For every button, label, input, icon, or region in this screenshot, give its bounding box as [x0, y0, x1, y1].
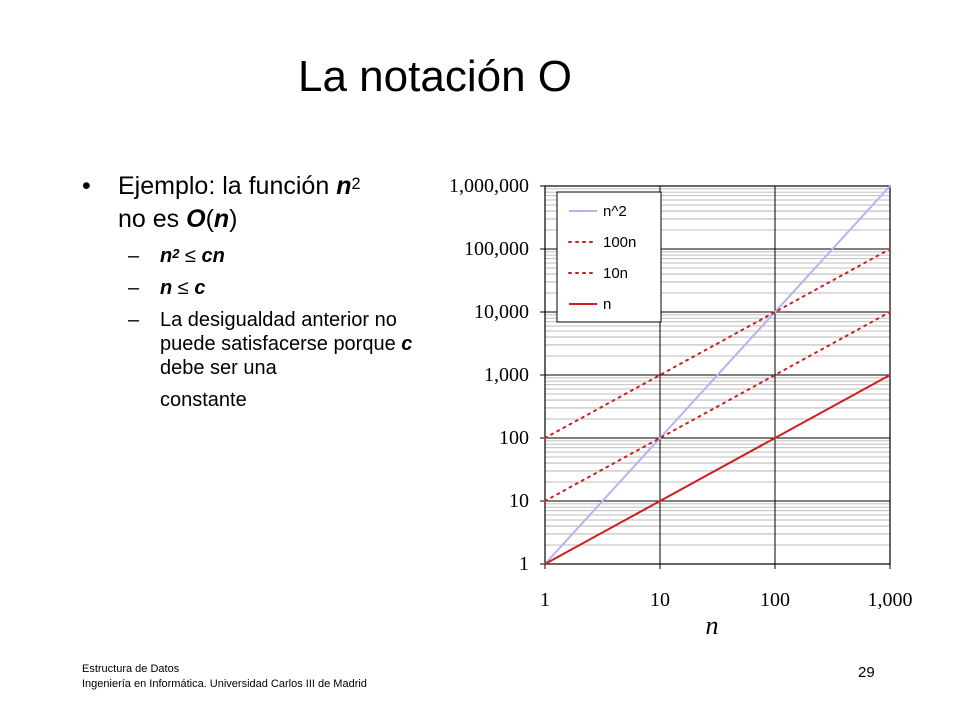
sub1-rhs: cn [201, 245, 225, 267]
y-tick-label: 1 [519, 553, 529, 575]
x-tick-label: 1 [540, 589, 550, 611]
dash: – [128, 245, 140, 267]
sub2-rhs: c [194, 277, 206, 299]
bullet-line2-pre: no es [118, 205, 187, 233]
sub2-n: n [160, 277, 173, 299]
y-tick-label: 10,000 [474, 301, 529, 323]
sub3-c: c [401, 333, 413, 355]
legend-label: 10n [603, 265, 629, 282]
legend-label: n [603, 296, 612, 313]
x-tick-label: 10 [650, 589, 670, 611]
bullet-text-pre: Ejemplo: la función [118, 172, 337, 200]
y-tick-label: 100,000 [464, 238, 529, 260]
sub2-rel: ≤ [172, 277, 195, 299]
sub3-pre: La desigualdad anterior no puede satisfacerse porque [160, 309, 402, 355]
footer-course: Estructura de Datos [82, 663, 180, 675]
sub3-post: debe ser una [160, 357, 277, 379]
bullet-n2: n [213, 205, 230, 233]
bullet-n: n [336, 172, 352, 200]
footer [82, 662, 367, 692]
dash: – [128, 277, 140, 299]
x-axis-label: n [705, 611, 719, 640]
bullet-big-o: O [186, 205, 206, 233]
footer-university: Ingeniería en Informática. Universidad Carlos III de Madrid [82, 678, 367, 690]
x-tick-label: 100 [760, 589, 790, 611]
y-tick-label: 1,000 [484, 364, 529, 386]
bullet-dot: • [82, 172, 91, 200]
dash: – [128, 309, 140, 331]
y-tick-label: 1,000,000 [449, 175, 529, 197]
legend-label: n^2 [603, 203, 627, 220]
sub1-n: n [160, 245, 173, 267]
bullet-exp: 2 [351, 175, 361, 193]
page-number: 29 [858, 664, 875, 681]
sub1-exp: 2 [172, 246, 180, 261]
bullet-paren-close: ) [229, 205, 238, 233]
legend [557, 192, 661, 322]
y-tick-label: 10 [509, 490, 529, 512]
sub3-last: constante [160, 389, 247, 411]
legend-label: 100n [603, 234, 637, 251]
x-tick-label: 1,000 [867, 589, 913, 611]
slide-title: La notación O [298, 52, 572, 101]
bullet-paren-open: ( [205, 205, 214, 233]
y-tick-label: 100 [499, 427, 529, 449]
sub1-rel: ≤ [179, 245, 202, 267]
